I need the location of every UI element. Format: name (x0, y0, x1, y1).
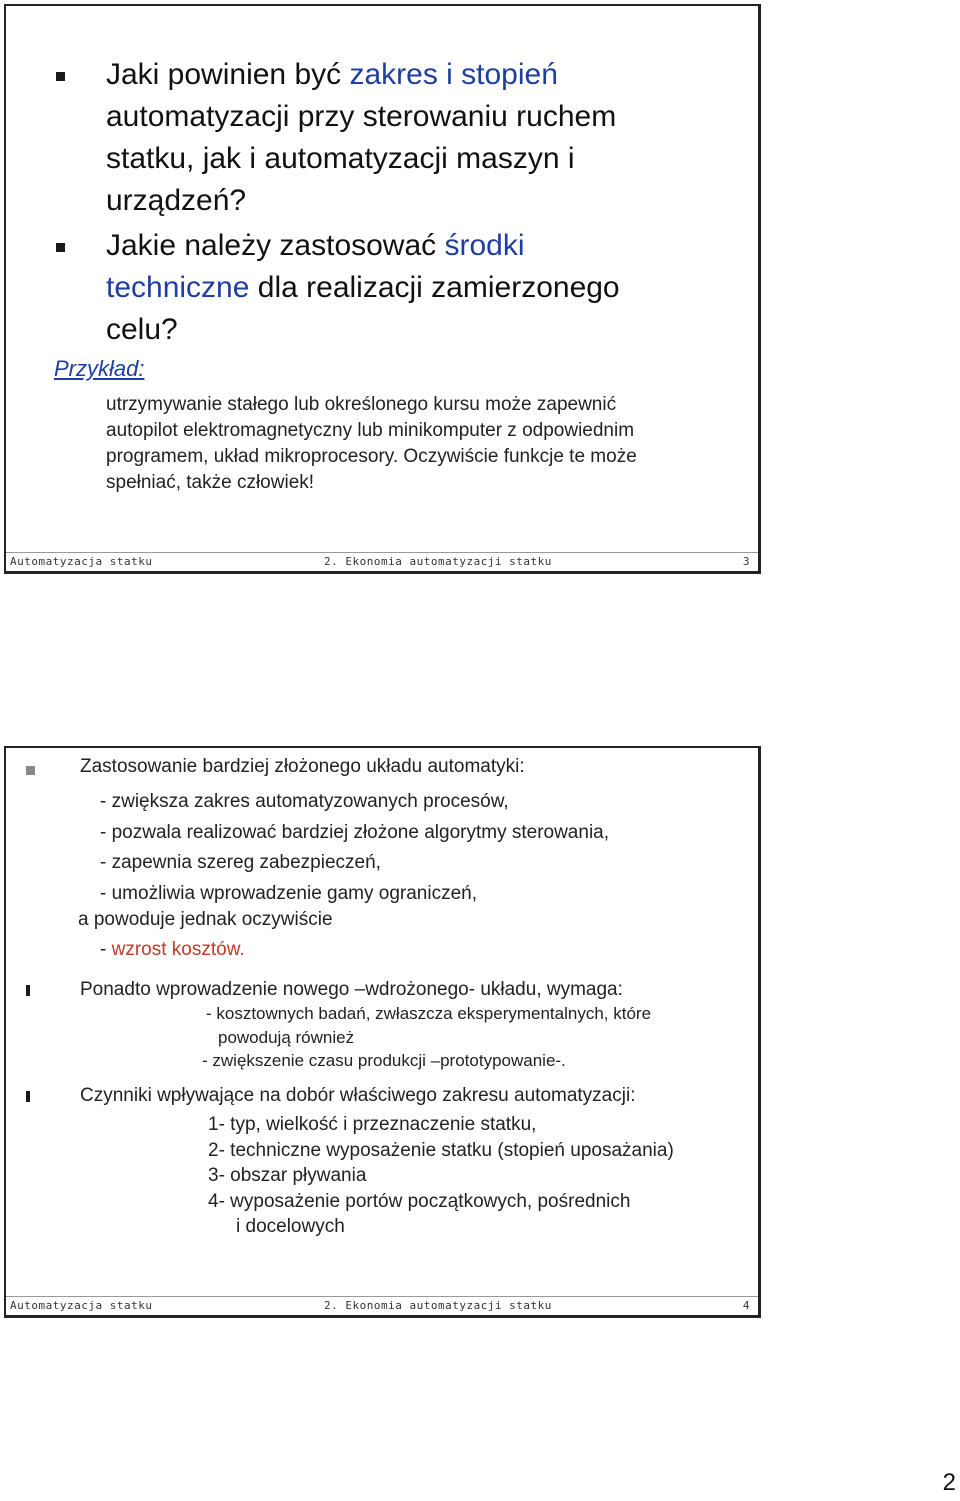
list-item: - umożliwia wprowadzenie gamy ograniczeń, (100, 882, 478, 904)
bullet-square-icon (56, 72, 65, 81)
bullet-square-icon (56, 243, 65, 252)
example-label: Przykład: (54, 356, 145, 381)
slide-3 (4, 4, 761, 574)
page-number: 2 (942, 1469, 956, 1496)
question-1 (106, 54, 616, 222)
footer-slide-number: 3 (742, 555, 750, 568)
list-item: - kosztownych badań, zwłaszcza eksperymentalnych, które (206, 1004, 652, 1023)
paragraph-1-tail: a powoduje jednak oczywiście (78, 909, 333, 930)
example-line: utrzymywanie stałego lub określonego kursu może zapewnić (106, 394, 617, 415)
paragraph-1: Zastosowanie bardziej złożonego układu automatyki: (80, 756, 525, 777)
paragraph-1-list (100, 787, 609, 909)
question-1-line-2: automatyzacji przy sterowaniu ruchem (106, 100, 617, 133)
list-item: 1- typ, wielkość i przeznaczenie statku, (208, 1114, 537, 1135)
list-item: - zapewnia szereg zabezpieczeń, (100, 852, 381, 873)
list-item: powodują również (218, 1028, 355, 1047)
list-item: - zwiększa zakres automatyzowanych procesów, (100, 791, 509, 812)
cost-highlight: wzrost kosztów. (111, 939, 245, 960)
footer-course: Automatyzacja statku (10, 555, 153, 568)
list-item: 4- wyposażenie portów początkowych, pośrednich (208, 1190, 631, 1212)
question-2-text: Jakie należy zastosować (106, 229, 445, 262)
question-2-highlight: środki (444, 229, 525, 262)
example-text (106, 392, 637, 496)
question-1-line-3: statku, jak i automatyzacji maszyn i (106, 142, 575, 175)
question-2-highlight-2: techniczne (106, 271, 250, 304)
list-item: 2- techniczne wyposażenie statku (stopień uposażania) (208, 1139, 674, 1161)
footer-course: Automatyzacja statku (10, 1299, 153, 1312)
question-1-text: Jaki powinien być (106, 58, 350, 91)
paragraph-2: Ponadto wprowadzenie nowego –wdrożonego- układu, wymaga: (80, 979, 623, 1000)
paragraph-3-list (208, 1112, 674, 1240)
cost-line (100, 939, 245, 961)
slide-4 (4, 746, 761, 1318)
bullet-square-icon (26, 766, 35, 775)
question-2 (106, 225, 620, 351)
example-line: spełniać, także człowiek! (106, 472, 315, 493)
bullet-mark-icon (26, 1091, 30, 1102)
example-line: programem, układ mikroprocesory. Oczywiście funkcje te może (106, 446, 637, 467)
list-item: - pozwala realizować bardziej złożone algorytmy sterowania, (100, 821, 610, 843)
slide-footer (6, 552, 758, 571)
list-item: - zwiększenie czasu produkcji –prototypowanie-. (202, 1051, 566, 1070)
cost-dash: - (100, 939, 112, 960)
paragraph-3: Czynniki wpływające na dobór właściwego zakresu automatyzacji: (80, 1085, 636, 1106)
footer-section: 2. Ekonomia automatyzacji statku (324, 1299, 552, 1312)
question-2-line-2: dla realizacji zamierzonego (249, 271, 620, 304)
example-line: autopilot elektromagnetyczny lub minikomputer z odpowiednim (106, 420, 635, 441)
question-1-line-4: urządzeń? (106, 184, 247, 217)
footer-section: 2. Ekonomia automatyzacji statku (324, 555, 552, 568)
footer-slide-number: 4 (742, 1299, 750, 1312)
list-item: 3- obszar pływania (208, 1165, 367, 1186)
list-item: i docelowych (236, 1216, 345, 1237)
slide-footer (6, 1296, 758, 1315)
bullet-mark-icon (26, 985, 30, 996)
question-1-highlight: zakres i stopień (349, 58, 558, 91)
question-2-line-3: celu? (106, 313, 178, 346)
